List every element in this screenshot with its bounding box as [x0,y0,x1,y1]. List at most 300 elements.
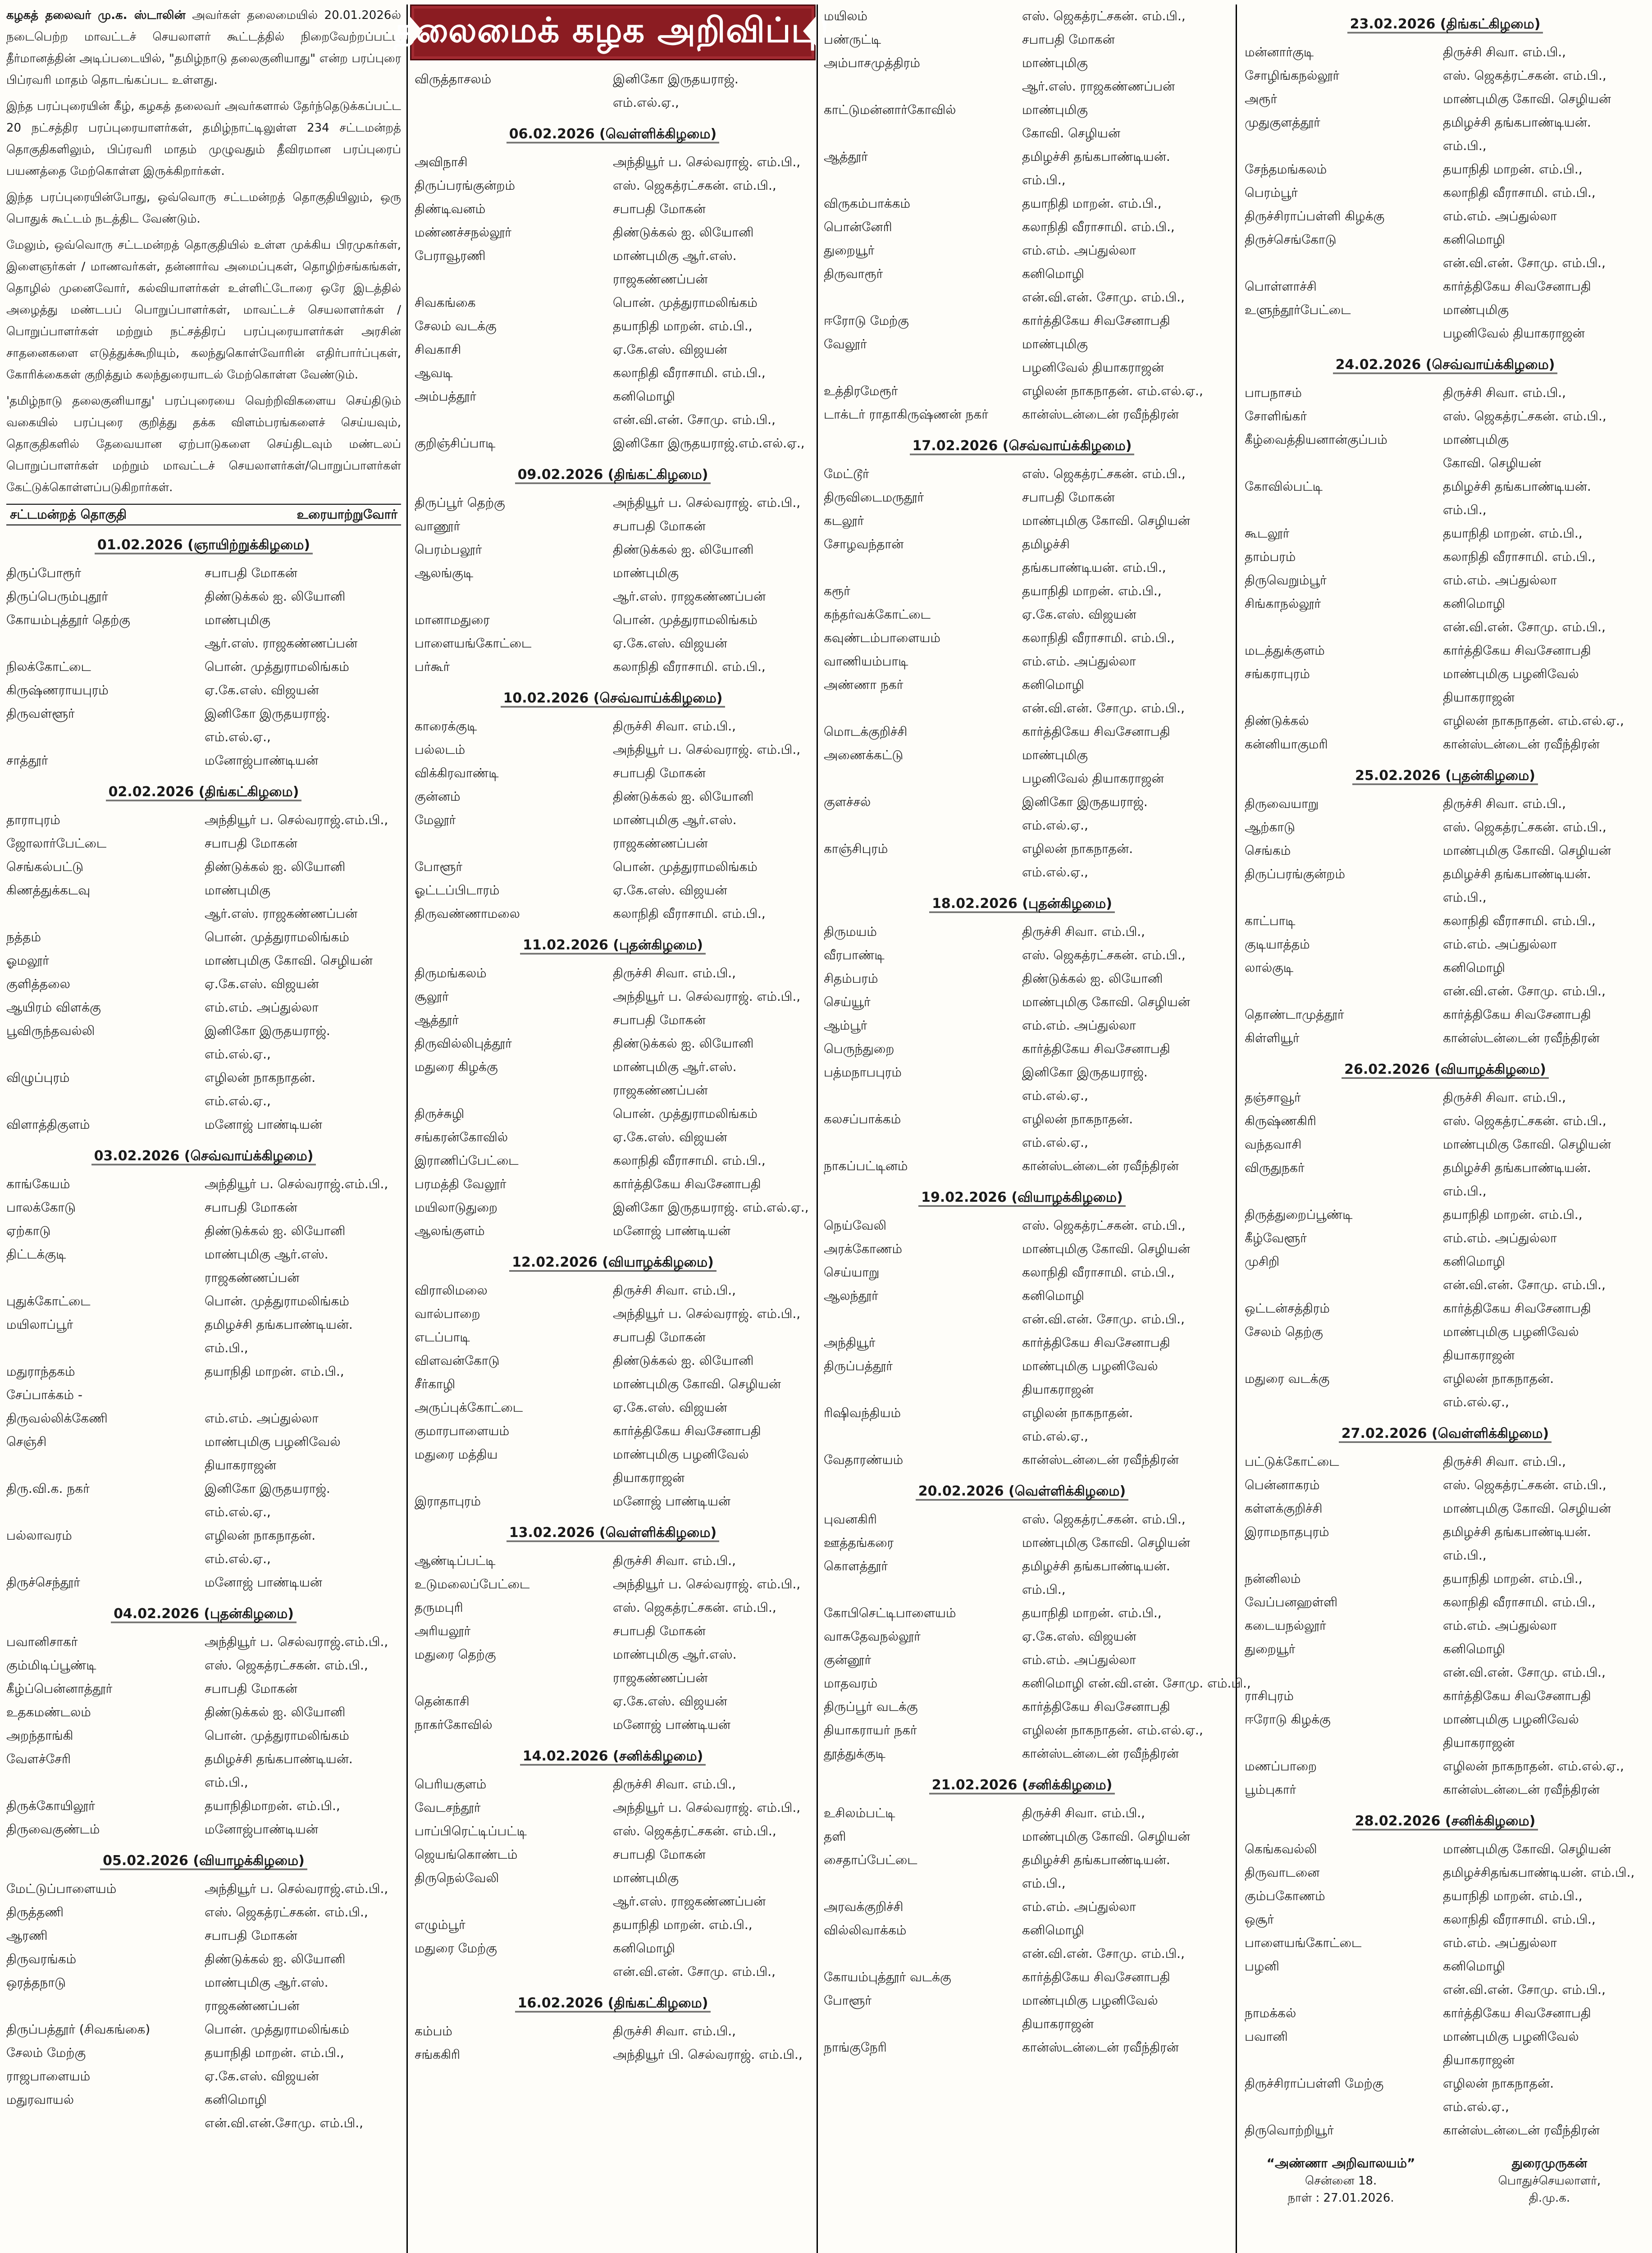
speaker-name: திருச்சி சிவா. எம்.பி., [613,1777,736,1792]
schedule-row [824,1331,1220,1355]
constituency-name [824,1378,1022,1401]
constituency-name: திருச்சிராப்பள்ளி மேற்கு [1245,2076,1384,2091]
constituency-name: ஆத்தூர் [415,1012,459,1027]
speaker-name: பொன். முத்துராமலிங்கம் [613,1106,758,1121]
speaker-name: கனிமொழி [1443,960,1505,975]
schedule-row [1245,2002,1646,2025]
speaker-name: திருச்சி சிவா. எம்.பி., [1443,1454,1566,1469]
schedule-row [824,861,1220,884]
schedule-row [1245,2119,1646,2142]
constituency-name: மதுரை மேற்கு [415,1941,497,1956]
schedule-row [1245,1156,1646,1180]
speaker-name: மாண்புமிகு [1022,55,1088,70]
constituency-name: முதுகுளத்தூர் [1245,115,1320,130]
schedule-row [6,1500,401,1524]
schedule-row [415,2020,811,2043]
speaker-name: என்.வி.என். சோமு. எம்.பி., [1443,1665,1606,1680]
date-label: 09.02.2026 (திங்கட்கிழமை) [515,467,711,484]
schedule-row [1245,1731,1646,1755]
speaker-name: தயாநிதி மாறன். எம்.பி., [1443,1571,1583,1586]
constituency-name: நாங்குநேரி [824,2040,887,2055]
schedule-row [6,1290,401,1313]
speaker-name: இனிகோ இருதயராஜ். [205,1023,330,1038]
constituency-name: அம்பத்தூர் [415,389,476,404]
schedule-row [824,556,1220,579]
schedule-row [824,697,1220,720]
speaker-name: எஸ். ஜெகத்ரட்சகன். எம்.பி., [613,1824,776,1838]
constituency-name: ஆவடி [415,365,453,380]
speaker-name: கனிமொழி [1443,232,1505,247]
speaker-name: பொன். முத்துராமலிங்கம் [613,612,758,627]
schedule-row [415,515,811,538]
speaker-name: சபாபதி மோகன் [205,1681,297,1696]
constituency-name: சூலூர் [415,989,449,1004]
constituency-name: திருப்பத்தூர் (சிவகங்கை) [6,2022,151,2037]
constituency-name: பழனி [1245,1959,1279,1974]
speaker-name: கார்த்திகேய சிவசேனாபதி [1022,313,1170,328]
schedule-row [824,1695,1220,1719]
speaker-name: ராஜகண்ணப்பன் [613,272,708,287]
speaker-name: மனோஜ் பாண்டியன் [613,1717,730,1732]
speaker-name: தமிழச்சி [1022,537,1070,552]
speaker-name: ஏ.கே.எஸ். விஜயன் [205,976,319,991]
speaker-name: சபாபதி மோகன் [205,566,297,580]
constituency-name: கெங்கவல்லி [1245,1842,1317,1856]
constituency-name [1245,1273,1443,1297]
speaker-name: எழிலன் நாகநாதன். எம்.எல்.ஏ., [1443,713,1624,728]
speaker-name: அந்தியூர் ப. செல்வராஜ்.எம்.பி., [205,1177,388,1191]
speaker-name: ஆர்.எஸ். ராஜகண்ணப்பன் [205,906,358,921]
schedule-row [824,122,1220,145]
schedule-row [415,268,811,291]
constituency-name [824,814,1022,837]
schedule-row [824,2036,1220,2059]
constituency-name: திருவரங்கம் [6,1952,77,1966]
schedule-row [1245,275,1646,298]
constituency-name: மதுரை கிழக்கு [415,1059,498,1074]
speaker-name: கான்ஸ்டன்டைன் ரவீந்திரன் [1022,1158,1179,1173]
column-4 [1245,5,1646,2253]
speaker-name: மாண்புமிகு [1443,432,1509,447]
speaker-name: தமிழச்சி தங்கபாண்டியன். [1443,479,1591,494]
constituency-name: வாசுதேவநல்லூர் [824,1629,921,1644]
constituency-name: விக்கிரவாண்டி [415,766,499,780]
constituency-name: விராலிமலை [415,1283,488,1298]
speaker-name: பொன். முத்துராமலிங்கம் [205,1728,349,1743]
speaker-name: கான்ஸ்டன்டைன் ரவீந்திரன் [1443,2123,1600,2138]
schedule-row [1245,956,1646,980]
constituency-name: எழும்பூர் [415,1917,465,1932]
schedule-row [6,608,401,632]
speaker-name: எம்.எல்.ஏ., [1022,818,1088,833]
constituency-name: கிள்ளியூர் [1245,1031,1300,1045]
constituency-name: பூவிருந்தவல்லி [6,1023,95,1038]
speaker-name: மாண்புமிகு கோவி. செழியன் [1022,513,1190,528]
constituency-name: கூடலூர் [1245,526,1290,541]
schedule-row [1245,1391,1646,1414]
speaker-name: கனிமொழி [1022,677,1084,692]
speaker-name: மனோஜ் பாண்டியன் [205,1117,322,1132]
schedule-row [1245,662,1646,686]
schedule-row [6,1243,401,1266]
schedule-row [6,1747,401,1771]
constituency-name: சங்ககிரி [415,2047,461,2062]
schedule-row [6,1901,401,1924]
speaker-name: தயாநிதி மாறன். எம்.பி., [1443,526,1583,541]
constituency-name: ஆயிரம் விளக்கு [6,1000,101,1015]
date-heading [415,124,811,144]
schedule-row [824,533,1220,556]
constituency-name: காங்கேயம் [6,1177,70,1191]
speaker-name: எம்.எல்.ஏ., [1443,1395,1509,1409]
header-constituency: சட்டமன்றத் தொகுதி [10,507,127,522]
speaker-name: என்.வி.என். சோமு. எம்.பி., [1443,984,1606,999]
constituency-name: சேப்பாக்கம் - [6,1387,83,1402]
speaker-name: இனிகோ இருதயராஜ். [613,72,739,87]
schedule-row [824,51,1220,75]
schedule-row [415,1596,811,1619]
constituency-name: திருமயம் [824,924,877,939]
constituency-name: மேலூர் [415,812,456,827]
speaker-name: எம்.பி., [1022,1582,1066,1597]
speaker-name: மாண்புமிகு ஆர்.எஸ். [205,1247,329,1262]
constituency-name: திரு.வி.க. நகர் [6,1481,90,1496]
schedule-row [824,215,1220,239]
constituency-name: திருப்பெரும்புதூர் [6,589,108,604]
schedule-row [6,1818,401,1841]
date-label: 27.02.2026 (வெள்ளிக்கிழமை) [1339,1426,1552,1443]
constituency-name: திருவெறும்பூர் [1245,573,1327,588]
schedule-row [1245,1320,1646,1344]
schedule-row [824,1378,1220,1401]
speaker-name: திண்டுக்கல் ஐ. லியோனி [205,589,346,604]
speaker-name: தியாகராஜன் [1443,2052,1515,2067]
schedule-row [1245,1026,1646,1050]
speaker-name: கார்த்திகேய சிவசேனாபதி [1443,1301,1591,1316]
schedule-row [1245,228,1646,251]
speaker-name: எஸ். ஜெகத்ரட்சகன். எம்.பி., [613,1600,776,1615]
schedule-row [415,1079,811,1102]
constituency-name: ஜெயங்கொண்டம் [415,1847,518,1862]
schedule-row [6,1336,401,1360]
date-label: 06.02.2026 (வெள்ளிக்கிழமை) [507,126,719,143]
constituency-name: அறந்தாங்கி [6,1728,73,1743]
constituency-name [6,1090,205,1113]
schedule-row [415,1373,811,1396]
speaker-name: பொன். முத்துராமலிங்கம் [613,295,758,310]
speaker-name: மாண்புமிகு கோவி. செழியன் [1022,994,1190,1009]
constituency-name [415,1960,613,1984]
constituency-name: பத்மநாபபுரம் [824,1065,902,1080]
date-heading [824,1188,1220,1208]
schedule-row [824,1061,1220,1084]
speaker-name: மாண்புமிகு கோவி. செழியன் [1022,1829,1190,1844]
speaker-name: எம்.எம். அப்துல்லா [1022,1018,1136,1033]
speaker-name: மாண்புமிகு கோவி. செழியன் [1443,1842,1611,1856]
date-label: 13.02.2026 (வெள்ளிக்கிழமை) [507,1525,719,1542]
constituency-name: காரைக்குடி [415,719,477,734]
constituency-name: வேடசந்தூர் [415,1800,481,1815]
speaker-name: எஸ். ஜெகத்ரட்சகன். எம்.பி., [1022,1218,1186,1233]
constituency-name [6,1771,205,1794]
date-heading [415,1993,811,2013]
schedule-row [1245,616,1646,639]
schedule-row [1245,1473,1646,1497]
schedule-row [415,408,811,432]
constituency-name: வேதாரண்யம் [824,1452,904,1467]
date-heading [1245,766,1646,786]
constituency-name: விருத்தாசலம் [415,72,492,87]
constituency-name: சங்கராபுரம் [1245,666,1310,681]
speaker-name: மாண்புமிகு பழனிவேல் [1022,1993,1158,2008]
speaker-name: என்.வி.என். சோமு. எம்.பி., [613,1964,776,1979]
speaker-name: எழிலன் நாகநாதன். [205,1528,316,1543]
speaker-name: என்.வி.என். சோமு. எம்.பி., [1022,1312,1185,1327]
constituency-name: பண்ருட்டி [824,32,881,47]
constituency-name: பாளையங்கோட்டை [1245,1935,1362,1950]
speaker-name: எம்.எல்.ஏ., [205,1047,271,1062]
speaker-name: ராஜகண்ணப்பன் [613,1083,708,1098]
schedule-row [415,985,811,1008]
speaker-name: அந்தியூர் ப. செல்வராஜ். எம்.பி., [613,989,801,1004]
schedule-row [6,879,401,902]
constituency-name: ராஜபாளையம் [6,2069,91,2084]
schedule-row [6,2065,401,2088]
schedule-row [6,926,401,949]
constituency-name: துறையூர் [1245,1642,1296,1656]
schedule-row [824,1578,1220,1601]
constituency-name [824,767,1022,790]
schedule-row [415,1890,811,1913]
speaker-name: தங்கபாண்டியன். எம்.பி., [1022,560,1166,575]
schedule-row [415,1490,811,1513]
speaker-name: கான்ஸ்டன்டைன் ரவீந்திரன் [1443,1031,1600,1045]
speaker-name: எழிலன் நாகநாதன். [1443,2076,1554,2091]
schedule-row [824,944,1220,967]
column-2 [393,5,833,2253]
schedule-row [6,679,401,702]
constituency-name [824,122,1022,145]
constituency-name [1245,1978,1443,2002]
speaker-name: திண்டுக்கல் ஐ. லியோனி [613,542,754,557]
constituency-name: இராதாபுரம் [415,1494,481,1509]
speaker-name: தயாநிதி மாறன். எம்.பி., [205,1364,344,1379]
intro-paragraph: 'தமிழ்நாடு தலைகுனியாது' பரப்புரையை வெற்றிவிகளைய செய்திடும் வகையில் பரப்புரை குறித்து தக்க விளம்பரங்களைச் செய்யவும், தொகுதிகளில் தேவையான ஏற்பாடுகளை செய்திடவும் மண்டலப் பொறுப்பாளர்கள் மற்றும் மாவட்டச் செயலாளர்கள்/பொறுப்பாளர்கள் கேட்டுக்கொள்ளப்படுகிறார்கள். [6,394,401,494]
schedule-row [1245,111,1646,134]
schedule-row [415,361,811,385]
schedule-row [6,1313,401,1336]
constituency-name: திருப்பத்தூர் [824,1359,893,1373]
speaker-name: எஸ். ஜெகத்ரட்சகன். எம்.பி., [205,1905,368,1920]
schedule-row [824,1261,1220,1284]
schedule-row [6,655,401,679]
schedule-row [6,1677,401,1701]
speaker-name: சபாபதி மோகன் [613,519,706,534]
speaker-name: கான்ஸ்டன்டைன் ரவீந்திரன் [1443,737,1600,752]
speaker-name: அந்தியூர் ப. செல்வராஜ்.எம்.பி., [205,812,388,827]
speaker-name: தயாநிதி மாறன். எம்.பி., [1443,1888,1583,1903]
speaker-name: மாண்புமிகு [205,612,270,627]
schedule-row [1245,569,1646,592]
speaker-name: பழனிவேல் தியாகராஜன் [1443,326,1585,341]
speaker-name: கான்ஸ்டன்டைன் ரவீந்திரன் [1443,1782,1600,1797]
constituency-name: பெரம்பலூர் [415,542,482,557]
speaker-name: மாண்புமிகு [205,883,270,898]
schedule-row [415,1196,811,1219]
constituency-name: கவுண்டம்பாளையம் [824,630,940,645]
schedule-row [824,1037,1220,1061]
constituency-name: சிவகங்கை [415,295,476,310]
schedule-row [824,743,1220,767]
speaker-name: கார்த்திகேய சிவசேனாபதி [613,1423,761,1438]
constituency-name: திருப்பரங்குன்றம் [1245,867,1346,881]
schedule-row [1245,2095,1646,2119]
speaker-name: எம்.எல்.ஏ., [1022,1088,1088,1103]
speaker-name: எம்.எல்.ஏ., [1443,2099,1509,2114]
column-divider [817,5,818,2253]
constituency-name: மதுரை மத்திய [415,1447,498,1462]
constituency-name: கீழ்ப்பென்னாத்தூர் [6,1681,113,1696]
schedule-row [824,1131,1220,1154]
constituency-name: திருப்பரங்குன்றம் [415,178,516,193]
intro-paragraph: இந்த பரப்புரையின்போது, ஒவ்வொரு சட்டமன்றத் தொகுதியிலும், ஒரு பொதுக் கூட்டம் நடத்திட வேண்டும். [6,191,401,226]
speaker-name: தமிழச்சி தங்கபாண்டியன். [1443,115,1591,130]
schedule-row [415,1172,811,1196]
speaker-name: தமிழச்சி தங்கபாண்டியன். [205,1317,353,1332]
speaker-name: எம்.எல்.ஏ., [205,1505,271,1519]
schedule-row [824,1425,1220,1448]
speaker-name: திண்டுக்கல் ஐ. லியோனி [613,225,754,240]
constituency-name [1245,1661,1443,1684]
constituency-name: திருப்பூர் தெற்கு [415,495,505,510]
constituency-name: நாமக்கல் [1245,2006,1296,2020]
speaker-name: சபாபதி மோகன் [1022,32,1115,47]
speaker-name: எம்.எம். அப்துல்லா [205,1000,319,1015]
constituency-name [1245,2048,1443,2072]
schedule-row [6,725,401,749]
constituency-name: மணப்பாறை [1245,1759,1317,1774]
constituency-name: சோளிங்கர் [1245,409,1307,424]
speaker-name: சபாபதி மோகன் [205,1928,297,1943]
schedule-row [415,1302,811,1326]
speaker-name: எழிலன் நாகநாதன். [1022,1405,1133,1420]
constituency-name [6,1500,205,1524]
constituency-name: திருச்செந்தூர் [6,1575,80,1590]
date-heading [6,782,401,802]
schedule-row [824,462,1220,486]
constituency-name [1245,322,1443,345]
schedule-row [6,1019,401,1043]
speaker-name: கனிமொழி [1443,1254,1505,1269]
speaker-name: எம்.பி., [205,1775,248,1790]
speaker-name: தமிழச்சி தங்கபாண்டியன். [205,1751,353,1766]
constituency-name: திருவண்ணாமலை [415,906,520,921]
schedule-row [1245,792,1646,816]
schedule-row [824,1672,1251,1695]
schedule-row [1245,1250,1646,1273]
speaker-name: தயாநிதி மாறன். எம்.பி., [205,2045,344,2060]
speaker-name: எஸ். ஜெகத்ரட்சகன். எம்.பி., [1443,1478,1606,1492]
schedule-row [824,1154,1220,1178]
speaker-name: கலாநிதி வீராசாமி. எம்.பி., [1443,1595,1596,1610]
speaker-name: தயாநிதி மாறன். எம்.பி., [1443,162,1583,177]
constituency-name [1245,686,1443,709]
constituency-name: பென்னாகரம் [1245,1478,1320,1492]
speaker-name: சபாபதி மோகன் [1022,490,1115,505]
schedule-row [824,1355,1220,1378]
schedule-row [824,333,1220,356]
schedule-row [824,1601,1220,1625]
constituency-name: மொடக்குறிச்சி [824,724,908,739]
speaker-name: கலாநிதி வீராசாமி. எம்.பி., [1022,630,1175,645]
schedule-row [6,1947,401,1971]
constituency-name [824,1942,1022,1966]
constituency-name: திருவையாறு [1245,796,1319,811]
speaker-name: மாண்புமிகு ஆர்.எஸ். [613,1059,737,1074]
constituency-name: கள்ளக்குறிச்சி [1245,1501,1323,1516]
constituency-name: அருப்புக்கோட்டை [415,1400,523,1415]
schedule-row [6,1724,401,1747]
speaker-name: இனிகோ இருதயராஜ்.எம்.எல்.ஏ., [613,436,805,451]
speaker-name: சபாபதி மோகன் [205,1200,297,1215]
speaker-name: எஸ். ஜெகத்ரட்சகன். எம்.பி., [1022,9,1186,23]
speaker-name: எஸ். ஜெகத்ரட்சகன். எம்.பி., [1022,466,1186,481]
schedule-row [415,808,811,832]
constituency-name: மயிலாடுதுறை [415,1200,497,1215]
schedule-row [415,1643,811,1666]
schedule-row [1245,1591,1646,1614]
date-label: 01.02.2026 (ஞாயிற்றுக்கிழமை) [95,537,313,554]
schedule-row [1245,1708,1646,1731]
speaker-name: என்.வி.என்.சோமு. எம்.பி., [205,2116,364,2130]
constituency-name: தளி [824,1829,846,1844]
constituency-name [1245,452,1443,475]
schedule-row [1245,1978,1646,2002]
schedule-row [6,2041,401,2065]
schedule-row [415,1149,811,1172]
speaker-name: தியாகராஜன் [1443,1735,1515,1750]
schedule-row [6,1771,401,1794]
schedule-row [1245,1344,1646,1367]
speaker-name: தமிழச்சி தங்கபாண்டியன். [1443,1160,1591,1175]
schedule-row [1245,1544,1646,1567]
speaker-name: மாண்புமிகு கோவி. செழியன் [613,1377,781,1391]
date-label: 05.02.2026 (வியாழக்கிழமை) [100,1853,307,1870]
speaker-name: திருச்சி சிவா. எம்.பி., [613,1283,736,1298]
schedule-row [415,1396,811,1419]
constituency-name [415,1890,613,1913]
speaker-name: மாண்புமிகு [1022,102,1088,117]
speaker-name: தயாநிதிமாறன். எம்.பி., [205,1798,340,1813]
schedule-row [1245,1273,1646,1297]
schedule-row [1245,1861,1646,1884]
constituency-name [824,286,1022,309]
speaker-name: எழிலன் நாகநாதன். எம்.எல்.ஏ., [1443,1759,1624,1774]
schedule-row [824,169,1220,192]
constituency-name: பவானிசாகர் [6,1634,78,1649]
date-heading [1245,1060,1646,1080]
speaker-name: எம்.எம். அப்துல்லா [1022,243,1136,258]
schedule-row [1245,1908,1646,1931]
speaker-name: திருச்சி சிவா. எம்.பி., [613,1553,736,1568]
constituency-name: திருவள்ளூர் [6,706,75,721]
speaker-name: தமிழச்சி தங்கபாண்டியன். [1022,149,1170,164]
speaker-name: அந்தியூர் ப. செல்வராஜ். எம்.பி., [613,1306,801,1321]
date-label: 26.02.2026 (வியாழக்கிழமை) [1342,1062,1549,1079]
schedule-row [6,902,401,926]
constituency-name: ஈரோடு கிழக்கு [1245,1712,1331,1727]
constituency-name [6,1043,205,1066]
